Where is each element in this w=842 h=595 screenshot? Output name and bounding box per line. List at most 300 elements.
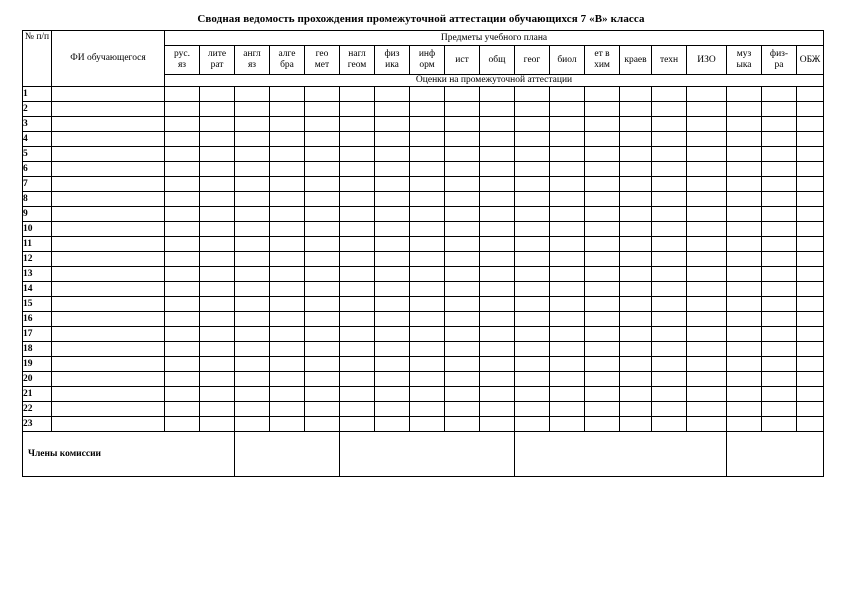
grade-cell[interactable] xyxy=(652,297,687,312)
grade-cell[interactable] xyxy=(652,312,687,327)
student-name-cell[interactable] xyxy=(52,297,165,312)
student-name-cell[interactable] xyxy=(52,132,165,147)
grade-cell[interactable] xyxy=(235,162,270,177)
grade-cell[interactable] xyxy=(375,402,410,417)
grade-cell[interactable] xyxy=(687,132,727,147)
grade-cell[interactable] xyxy=(200,267,235,282)
grade-cell[interactable] xyxy=(340,117,375,132)
grade-cell[interactable] xyxy=(410,147,445,162)
grade-cell[interactable] xyxy=(305,237,340,252)
grade-cell[interactable] xyxy=(200,117,235,132)
grade-cell[interactable] xyxy=(620,417,652,432)
grade-cell[interactable] xyxy=(727,237,762,252)
grade-cell[interactable] xyxy=(200,207,235,222)
grade-cell[interactable] xyxy=(200,297,235,312)
grade-cell[interactable] xyxy=(515,102,550,117)
grade-cell[interactable] xyxy=(515,192,550,207)
grade-cell[interactable] xyxy=(340,282,375,297)
grade-cell[interactable] xyxy=(340,132,375,147)
grade-cell[interactable] xyxy=(550,237,585,252)
grade-cell[interactable] xyxy=(305,132,340,147)
grade-cell[interactable] xyxy=(165,327,200,342)
grade-cell[interactable] xyxy=(200,177,235,192)
grade-cell[interactable] xyxy=(270,342,305,357)
grade-cell[interactable] xyxy=(797,147,824,162)
grade-cell[interactable] xyxy=(585,87,620,102)
grade-cell[interactable] xyxy=(480,117,515,132)
grade-cell[interactable] xyxy=(480,162,515,177)
grade-cell[interactable] xyxy=(515,372,550,387)
grade-cell[interactable] xyxy=(235,237,270,252)
grade-cell[interactable] xyxy=(375,177,410,192)
grade-cell[interactable] xyxy=(620,117,652,132)
grade-cell[interactable] xyxy=(305,192,340,207)
grade-cell[interactable] xyxy=(480,207,515,222)
grade-cell[interactable] xyxy=(410,282,445,297)
grade-cell[interactable] xyxy=(445,342,480,357)
grade-cell[interactable] xyxy=(165,402,200,417)
grade-cell[interactable] xyxy=(480,282,515,297)
grade-cell[interactable] xyxy=(620,267,652,282)
grade-cell[interactable] xyxy=(797,87,824,102)
grade-cell[interactable] xyxy=(550,252,585,267)
grade-cell[interactable] xyxy=(305,87,340,102)
grade-cell[interactable] xyxy=(200,387,235,402)
grade-cell[interactable] xyxy=(270,402,305,417)
grade-cell[interactable] xyxy=(550,147,585,162)
grade-cell[interactable] xyxy=(652,327,687,342)
grade-cell[interactable] xyxy=(762,117,797,132)
grade-cell[interactable] xyxy=(620,87,652,102)
grade-cell[interactable] xyxy=(797,237,824,252)
grade-cell[interactable] xyxy=(480,387,515,402)
grade-cell[interactable] xyxy=(620,102,652,117)
student-name-cell[interactable] xyxy=(52,222,165,237)
grade-cell[interactable] xyxy=(620,357,652,372)
student-name-cell[interactable] xyxy=(52,177,165,192)
grade-cell[interactable] xyxy=(515,297,550,312)
grade-cell[interactable] xyxy=(797,282,824,297)
grade-cell[interactable] xyxy=(375,387,410,402)
grade-cell[interactable] xyxy=(727,297,762,312)
grade-cell[interactable] xyxy=(762,372,797,387)
grade-cell[interactable] xyxy=(652,402,687,417)
grade-cell[interactable] xyxy=(620,162,652,177)
grade-cell[interactable] xyxy=(515,342,550,357)
grade-cell[interactable] xyxy=(797,267,824,282)
grade-cell[interactable] xyxy=(515,177,550,192)
grade-cell[interactable] xyxy=(762,417,797,432)
grade-cell[interactable] xyxy=(762,147,797,162)
grade-cell[interactable] xyxy=(550,132,585,147)
grade-cell[interactable] xyxy=(620,297,652,312)
grade-cell[interactable] xyxy=(762,237,797,252)
grade-cell[interactable] xyxy=(305,267,340,282)
grade-cell[interactable] xyxy=(550,402,585,417)
grade-cell[interactable] xyxy=(410,177,445,192)
grade-cell[interactable] xyxy=(687,267,727,282)
grade-cell[interactable] xyxy=(305,417,340,432)
grade-cell[interactable] xyxy=(165,177,200,192)
grade-cell[interactable] xyxy=(620,132,652,147)
grade-cell[interactable] xyxy=(235,252,270,267)
grade-cell[interactable] xyxy=(270,372,305,387)
grade-cell[interactable] xyxy=(585,177,620,192)
grade-cell[interactable] xyxy=(375,237,410,252)
grade-cell[interactable] xyxy=(410,252,445,267)
grade-cell[interactable] xyxy=(727,357,762,372)
grade-cell[interactable] xyxy=(620,222,652,237)
grade-cell[interactable] xyxy=(515,117,550,132)
grade-cell[interactable] xyxy=(445,357,480,372)
grade-cell[interactable] xyxy=(165,372,200,387)
student-name-cell[interactable] xyxy=(52,192,165,207)
grade-cell[interactable] xyxy=(620,177,652,192)
grade-cell[interactable] xyxy=(762,162,797,177)
student-name-cell[interactable] xyxy=(52,282,165,297)
grade-cell[interactable] xyxy=(445,297,480,312)
grade-cell[interactable] xyxy=(340,387,375,402)
grade-cell[interactable] xyxy=(797,402,824,417)
grade-cell[interactable] xyxy=(410,237,445,252)
grade-cell[interactable] xyxy=(652,147,687,162)
grade-cell[interactable] xyxy=(797,117,824,132)
grade-cell[interactable] xyxy=(550,177,585,192)
grade-cell[interactable] xyxy=(797,372,824,387)
grade-cell[interactable] xyxy=(445,102,480,117)
grade-cell[interactable] xyxy=(270,132,305,147)
grade-cell[interactable] xyxy=(620,207,652,222)
grade-cell[interactable] xyxy=(270,387,305,402)
grade-cell[interactable] xyxy=(585,147,620,162)
student-name-cell[interactable] xyxy=(52,357,165,372)
grade-cell[interactable] xyxy=(762,357,797,372)
grade-cell[interactable] xyxy=(165,357,200,372)
grade-cell[interactable] xyxy=(375,282,410,297)
grade-cell[interactable] xyxy=(480,147,515,162)
grade-cell[interactable] xyxy=(652,132,687,147)
grade-cell[interactable] xyxy=(235,222,270,237)
grade-cell[interactable] xyxy=(270,192,305,207)
grade-cell[interactable] xyxy=(200,312,235,327)
grade-cell[interactable] xyxy=(585,102,620,117)
grade-cell[interactable] xyxy=(165,162,200,177)
grade-cell[interactable] xyxy=(727,387,762,402)
grade-cell[interactable] xyxy=(305,252,340,267)
grade-cell[interactable] xyxy=(340,372,375,387)
grade-cell[interactable] xyxy=(762,282,797,297)
grade-cell[interactable] xyxy=(480,312,515,327)
grade-cell[interactable] xyxy=(762,177,797,192)
grade-cell[interactable] xyxy=(687,297,727,312)
grade-cell[interactable] xyxy=(200,102,235,117)
grade-cell[interactable] xyxy=(687,387,727,402)
grade-cell[interactable] xyxy=(480,252,515,267)
grade-cell[interactable] xyxy=(235,147,270,162)
grade-cell[interactable] xyxy=(480,237,515,252)
grade-cell[interactable] xyxy=(550,357,585,372)
grade-cell[interactable] xyxy=(375,207,410,222)
grade-cell[interactable] xyxy=(652,237,687,252)
grade-cell[interactable] xyxy=(305,147,340,162)
grade-cell[interactable] xyxy=(652,207,687,222)
grade-cell[interactable] xyxy=(687,162,727,177)
grade-cell[interactable] xyxy=(165,222,200,237)
grade-cell[interactable] xyxy=(375,117,410,132)
grade-cell[interactable] xyxy=(585,267,620,282)
grade-cell[interactable] xyxy=(620,192,652,207)
grade-cell[interactable] xyxy=(687,342,727,357)
grade-cell[interactable] xyxy=(727,222,762,237)
grade-cell[interactable] xyxy=(410,417,445,432)
grade-cell[interactable] xyxy=(270,177,305,192)
grade-cell[interactable] xyxy=(727,132,762,147)
grade-cell[interactable] xyxy=(270,117,305,132)
grade-cell[interactable] xyxy=(340,207,375,222)
grade-cell[interactable] xyxy=(270,327,305,342)
grade-cell[interactable] xyxy=(762,267,797,282)
grade-cell[interactable] xyxy=(445,252,480,267)
grade-cell[interactable] xyxy=(410,402,445,417)
grade-cell[interactable] xyxy=(410,357,445,372)
grade-cell[interactable] xyxy=(270,87,305,102)
grade-cell[interactable] xyxy=(585,192,620,207)
grade-cell[interactable] xyxy=(445,372,480,387)
student-name-cell[interactable] xyxy=(52,327,165,342)
grade-cell[interactable] xyxy=(652,417,687,432)
grade-cell[interactable] xyxy=(515,252,550,267)
grade-cell[interactable] xyxy=(165,312,200,327)
grade-cell[interactable] xyxy=(410,222,445,237)
grade-cell[interactable] xyxy=(797,162,824,177)
grade-cell[interactable] xyxy=(585,132,620,147)
grade-cell[interactable] xyxy=(762,297,797,312)
grade-cell[interactable] xyxy=(445,402,480,417)
student-name-cell[interactable] xyxy=(52,342,165,357)
grade-cell[interactable] xyxy=(340,312,375,327)
grade-cell[interactable] xyxy=(200,87,235,102)
grade-cell[interactable] xyxy=(727,192,762,207)
grade-cell[interactable] xyxy=(235,402,270,417)
grade-cell[interactable] xyxy=(445,282,480,297)
grade-cell[interactable] xyxy=(200,162,235,177)
student-name-cell[interactable] xyxy=(52,252,165,267)
grade-cell[interactable] xyxy=(762,327,797,342)
grade-cell[interactable] xyxy=(652,252,687,267)
grade-cell[interactable] xyxy=(270,312,305,327)
grade-cell[interactable] xyxy=(550,417,585,432)
grade-cell[interactable] xyxy=(410,372,445,387)
grade-cell[interactable] xyxy=(797,222,824,237)
grade-cell[interactable] xyxy=(445,207,480,222)
student-name-cell[interactable] xyxy=(52,387,165,402)
grade-cell[interactable] xyxy=(270,222,305,237)
grade-cell[interactable] xyxy=(797,327,824,342)
grade-cell[interactable] xyxy=(797,417,824,432)
student-name-cell[interactable] xyxy=(52,372,165,387)
grade-cell[interactable] xyxy=(375,297,410,312)
grade-cell[interactable] xyxy=(550,282,585,297)
grade-cell[interactable] xyxy=(797,102,824,117)
grade-cell[interactable] xyxy=(375,342,410,357)
grade-cell[interactable] xyxy=(200,192,235,207)
grade-cell[interactable] xyxy=(687,327,727,342)
grade-cell[interactable] xyxy=(200,252,235,267)
grade-cell[interactable] xyxy=(270,297,305,312)
grade-cell[interactable] xyxy=(515,417,550,432)
grade-cell[interactable] xyxy=(762,222,797,237)
grade-cell[interactable] xyxy=(550,162,585,177)
grade-cell[interactable] xyxy=(480,132,515,147)
grade-cell[interactable] xyxy=(305,372,340,387)
grade-cell[interactable] xyxy=(305,102,340,117)
grade-cell[interactable] xyxy=(270,267,305,282)
grade-cell[interactable] xyxy=(270,237,305,252)
student-name-cell[interactable] xyxy=(52,162,165,177)
grade-cell[interactable] xyxy=(410,387,445,402)
grade-cell[interactable] xyxy=(550,222,585,237)
grade-cell[interactable] xyxy=(445,117,480,132)
grade-cell[interactable] xyxy=(585,342,620,357)
grade-cell[interactable] xyxy=(305,177,340,192)
grade-cell[interactable] xyxy=(375,417,410,432)
grade-cell[interactable] xyxy=(410,87,445,102)
grade-cell[interactable] xyxy=(727,87,762,102)
grade-cell[interactable] xyxy=(515,207,550,222)
grade-cell[interactable] xyxy=(652,387,687,402)
grade-cell[interactable] xyxy=(550,372,585,387)
grade-cell[interactable] xyxy=(235,267,270,282)
grade-cell[interactable] xyxy=(585,372,620,387)
grade-cell[interactable] xyxy=(340,87,375,102)
grade-cell[interactable] xyxy=(235,102,270,117)
grade-cell[interactable] xyxy=(410,267,445,282)
grade-cell[interactable] xyxy=(375,87,410,102)
grade-cell[interactable] xyxy=(727,102,762,117)
grade-cell[interactable] xyxy=(480,402,515,417)
grade-cell[interactable] xyxy=(340,102,375,117)
grade-cell[interactable] xyxy=(762,102,797,117)
grade-cell[interactable] xyxy=(235,417,270,432)
grade-cell[interactable] xyxy=(620,237,652,252)
grade-cell[interactable] xyxy=(340,297,375,312)
grade-cell[interactable] xyxy=(550,207,585,222)
grade-cell[interactable] xyxy=(305,282,340,297)
grade-cell[interactable] xyxy=(797,357,824,372)
grade-cell[interactable] xyxy=(445,417,480,432)
grade-cell[interactable] xyxy=(687,102,727,117)
grade-cell[interactable] xyxy=(235,87,270,102)
grade-cell[interactable] xyxy=(727,147,762,162)
grade-cell[interactable] xyxy=(165,102,200,117)
grade-cell[interactable] xyxy=(585,222,620,237)
commission-signature-cell[interactable] xyxy=(727,432,824,477)
grade-cell[interactable] xyxy=(340,267,375,282)
grade-cell[interactable] xyxy=(515,162,550,177)
grade-cell[interactable] xyxy=(585,252,620,267)
grade-cell[interactable] xyxy=(375,147,410,162)
grade-cell[interactable] xyxy=(585,312,620,327)
grade-cell[interactable] xyxy=(762,312,797,327)
grade-cell[interactable] xyxy=(375,132,410,147)
grade-cell[interactable] xyxy=(687,237,727,252)
grade-cell[interactable] xyxy=(235,177,270,192)
grade-cell[interactable] xyxy=(340,402,375,417)
grade-cell[interactable] xyxy=(550,192,585,207)
grade-cell[interactable] xyxy=(410,162,445,177)
grade-cell[interactable] xyxy=(165,132,200,147)
grade-cell[interactable] xyxy=(165,252,200,267)
grade-cell[interactable] xyxy=(375,327,410,342)
grade-cell[interactable] xyxy=(340,192,375,207)
grade-cell[interactable] xyxy=(480,102,515,117)
grade-cell[interactable] xyxy=(200,237,235,252)
grade-cell[interactable] xyxy=(165,297,200,312)
grade-cell[interactable] xyxy=(375,192,410,207)
grade-cell[interactable] xyxy=(585,357,620,372)
grade-cell[interactable] xyxy=(727,372,762,387)
grade-cell[interactable] xyxy=(727,207,762,222)
grade-cell[interactable] xyxy=(305,297,340,312)
grade-cell[interactable] xyxy=(797,342,824,357)
grade-cell[interactable] xyxy=(797,297,824,312)
grade-cell[interactable] xyxy=(585,297,620,312)
grade-cell[interactable] xyxy=(200,282,235,297)
grade-cell[interactable] xyxy=(687,192,727,207)
grade-cell[interactable] xyxy=(340,237,375,252)
grade-cell[interactable] xyxy=(797,387,824,402)
grade-cell[interactable] xyxy=(727,312,762,327)
grade-cell[interactable] xyxy=(235,282,270,297)
grade-cell[interactable] xyxy=(687,312,727,327)
grade-cell[interactable] xyxy=(797,207,824,222)
grade-cell[interactable] xyxy=(200,402,235,417)
grade-cell[interactable] xyxy=(585,402,620,417)
grade-cell[interactable] xyxy=(480,297,515,312)
grade-cell[interactable] xyxy=(270,282,305,297)
grade-cell[interactable] xyxy=(235,192,270,207)
grade-cell[interactable] xyxy=(375,312,410,327)
grade-cell[interactable] xyxy=(652,342,687,357)
grade-cell[interactable] xyxy=(515,402,550,417)
grade-cell[interactable] xyxy=(687,147,727,162)
grade-cell[interactable] xyxy=(165,417,200,432)
grade-cell[interactable] xyxy=(652,267,687,282)
grade-cell[interactable] xyxy=(445,327,480,342)
grade-cell[interactable] xyxy=(445,312,480,327)
grade-cell[interactable] xyxy=(515,387,550,402)
grade-cell[interactable] xyxy=(165,237,200,252)
grade-cell[interactable] xyxy=(375,357,410,372)
grade-cell[interactable] xyxy=(165,207,200,222)
grade-cell[interactable] xyxy=(585,237,620,252)
grade-cell[interactable] xyxy=(620,282,652,297)
grade-cell[interactable] xyxy=(620,327,652,342)
grade-cell[interactable] xyxy=(270,357,305,372)
grade-cell[interactable] xyxy=(270,207,305,222)
grade-cell[interactable] xyxy=(445,147,480,162)
grade-cell[interactable] xyxy=(235,117,270,132)
grade-cell[interactable] xyxy=(515,222,550,237)
student-name-cell[interactable] xyxy=(52,237,165,252)
grade-cell[interactable] xyxy=(550,117,585,132)
grade-cell[interactable] xyxy=(585,417,620,432)
student-name-cell[interactable] xyxy=(52,312,165,327)
grade-cell[interactable] xyxy=(410,117,445,132)
grade-cell[interactable] xyxy=(305,342,340,357)
grade-cell[interactable] xyxy=(270,162,305,177)
grade-cell[interactable] xyxy=(235,327,270,342)
